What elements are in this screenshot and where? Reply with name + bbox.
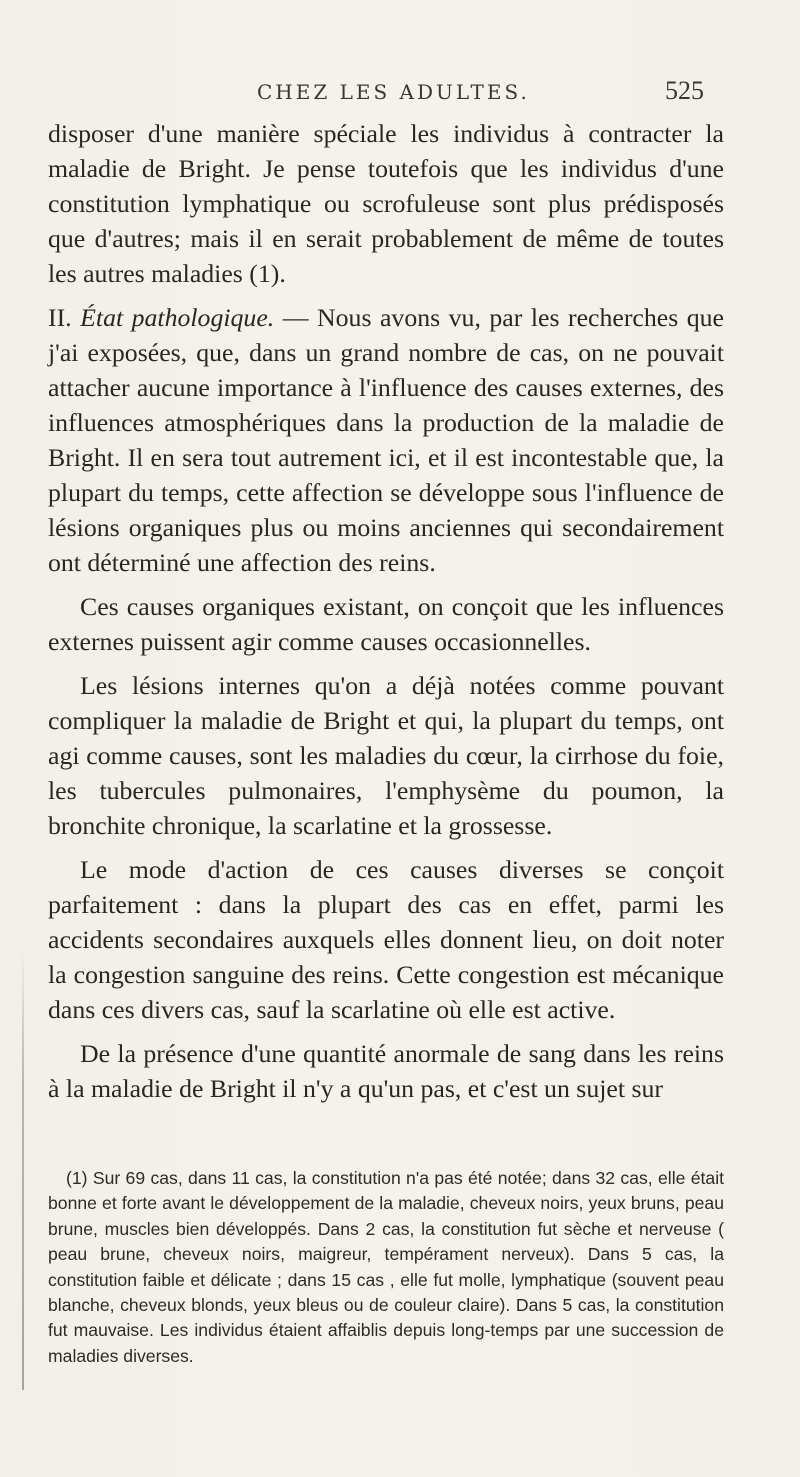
section-body: — Nous avons vu, par les recherches que j'ai exposées, que, dans un grand nombre de cas, on ne pouvait attacher aucune importance à l'influence des causes externes, des influences atmosphériques dans la production de la maladie de Bright. Il en sera tout autrement ici, et il est incontestable que, la plupart du temps, cette affection se développe sous l'influence de lésions organiques plus ou moins anciennes qui secondairement ont déterminé une affection des reins. bbox=[48, 303, 724, 577]
footnote-text: (1) Sur 69 cas, dans 11 cas, la constitution n'a pas été notée; dans 32 cas, elle était bonne et forte avant le développement de la maladie, cheveux noirs, yeux bruns, peau brune, muscles bien développés. Dans 2 cas, la constitution fut sèche et nerveuse ( peau brune, cheveux noirs, maigreur, tempérament nerveux). Dans 5 cas, la constitution faible et délicate ; dans 15 cas , elle fut molle, lymphatique (souvent peau blanche, cheveux blonds, yeux bleus ou de couleur claire). Dans 5 cas, la constitution fut mauvaise. Les individus étaient affaiblis depuis long-temps par une succession de maladies diverses. bbox=[48, 1168, 724, 1366]
paragraph: Ces causes organiques existant, on conçoit que les influences externes puissent agir comme causes occasionnelles. bbox=[48, 592, 724, 656]
paragraph-continuation: disposer d'une manière spéciale les individus à contracter la maladie de Bright. Je pense toutefois que les individus d'une constitution lymphatique ou scrofuleuse sont plus prédisposés que d'autres; mais il en serait probablement de même de toutes les autres maladies (1). bbox=[48, 119, 724, 288]
footnote bbox=[48, 1166, 724, 1369]
binding-shadow bbox=[22, 950, 24, 1390]
running-header: CHEZ LES ADULTES. bbox=[257, 80, 530, 104]
section-number: II. bbox=[48, 303, 72, 332]
paragraph: Les lésions internes qu'on a déjà notées comme pouvant compliquer la maladie de Bright et qui, la plupart du temps, ont agi comme causes, sont les maladies du cœur, la cirrhose du foie, les tubercules pulmonaires, l'emphysème du poumon, la bronchite chronique, la scarlatine et la grossesse. bbox=[48, 671, 724, 840]
page-number: 525 bbox=[665, 76, 704, 105]
main-text bbox=[48, 116, 724, 1115]
section-title: État pathologique. bbox=[80, 303, 275, 332]
paragraph: De la présence d'une quantité anormale de sang dans les reins à la maladie de Bright il n'y a qu'un pas, et c'est un sujet sur bbox=[48, 1039, 724, 1103]
paragraph: Le mode d'action de ces causes diverses se conçoit parfaitement : dans la plupart des cas en effet, parmi les accidents secondaires auxquels elles donnent lieu, on doit noter la congestion sanguine des reins. Cette congestion est mécanique dans ces divers cas, sauf la scarlatine où elle est active. bbox=[48, 855, 724, 1024]
paragraph-section-ii bbox=[48, 300, 724, 580]
